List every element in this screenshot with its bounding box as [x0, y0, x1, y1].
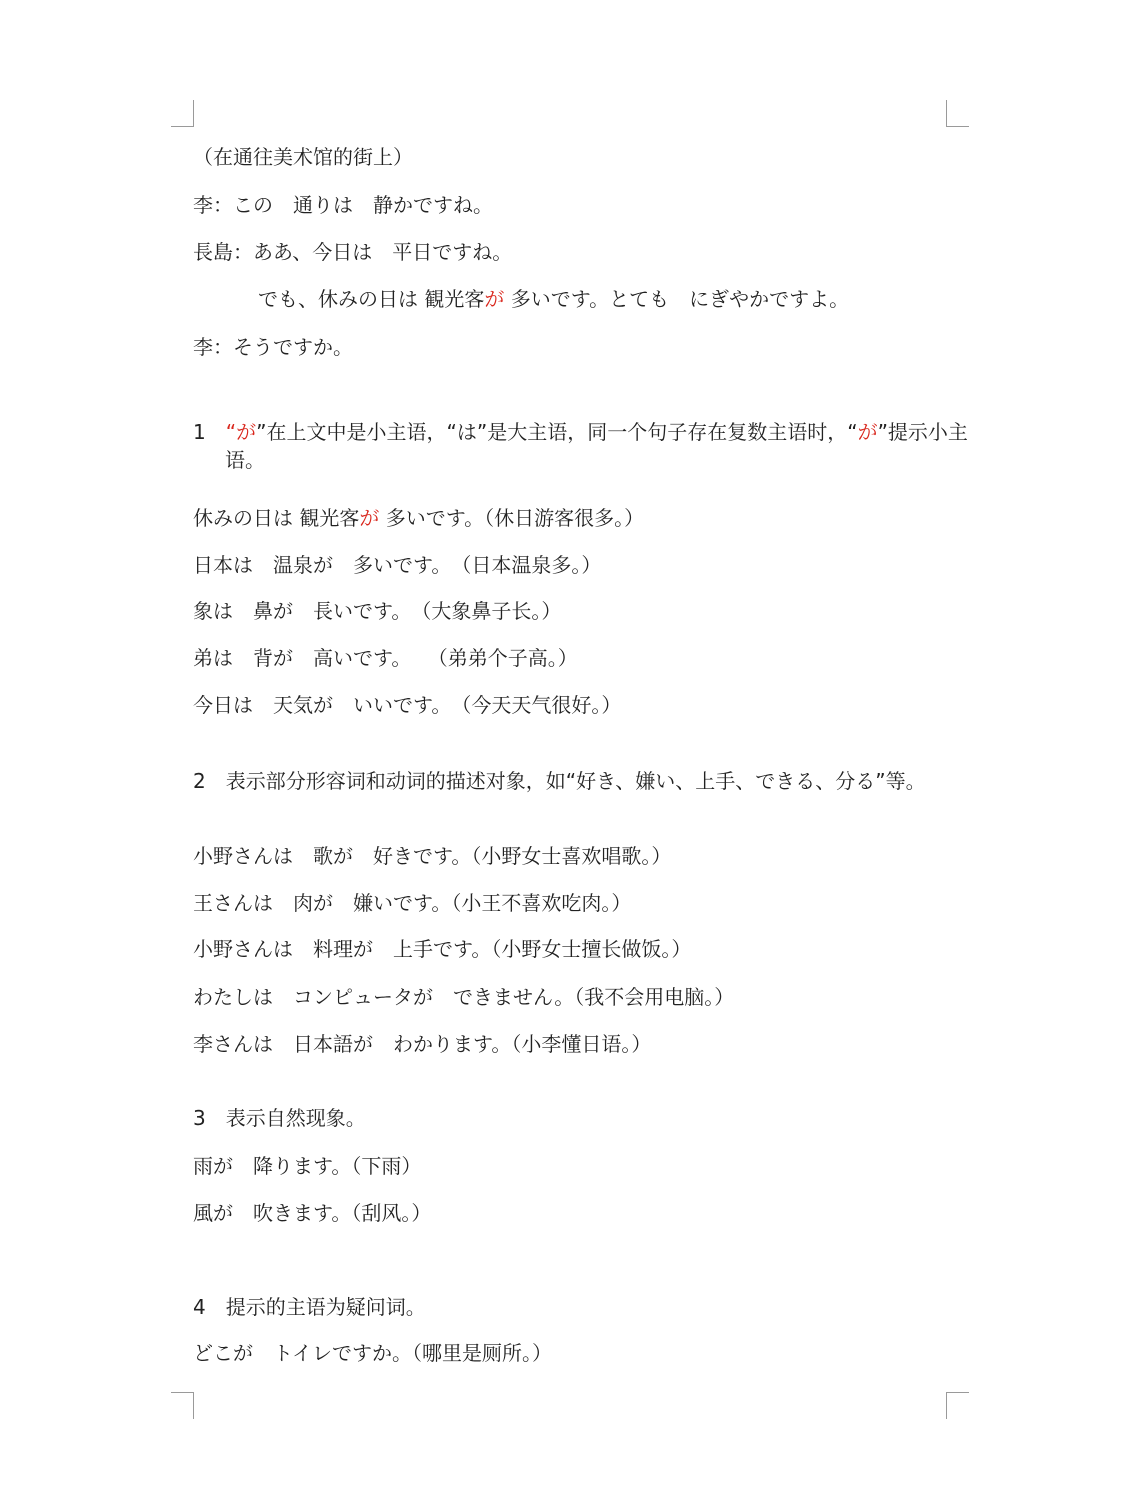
section-1-example-2: 日本は 温泉が 多いです。 （日本温泉多。）	[193, 553, 602, 577]
dialogue-line-1: 李：この 通りは 静かですね。	[193, 193, 493, 217]
dialogue-line-3	[258, 285, 849, 313]
section-1-heading	[193, 418, 977, 474]
section-1-number: 1	[193, 420, 206, 444]
crop-mark-bottom-left	[171, 1392, 194, 1419]
section-1-text: ”在上文中是小主语，“は”是大主语，同一个句子存在复数主语时，“	[256, 420, 858, 444]
section-2-example-4: わたしは コンピュータが できません。（我不会用电脑。）	[193, 985, 735, 1009]
dialogue-line-3-part-b: 多いです。とても にぎやかですよ。	[504, 287, 850, 311]
dialogue-line-2: 長島：ああ、今日は 平日ですね。	[193, 240, 513, 264]
crop-mark-top-right	[946, 100, 969, 127]
section-1-example-4: 弟は 背が 高いです。 （弟弟个子高。）	[193, 646, 578, 670]
example-1-part-a: 休みの日は 観光客	[193, 506, 360, 530]
section-2-example-1: 小野さんは 歌が 好きです。（小野女士喜欢唱歌。）	[193, 844, 672, 868]
crop-mark-top-left	[171, 100, 194, 127]
crop-mark-bottom-right	[946, 1392, 969, 1419]
section-2-example-3: 小野さんは 料理が 上手です。（小野女士擅长做饭。）	[193, 937, 692, 961]
section-1-example-5: 今日は 天気が いいです。 （今天天气很好。）	[193, 693, 622, 717]
section-3-example-2: 風が 吹きます。（刮风。）	[193, 1201, 432, 1225]
highlighted-ga: が	[236, 420, 257, 444]
highlighted-ga: が	[857, 420, 878, 444]
dialogue-line-4: 李：そうですか。	[193, 335, 353, 359]
highlighted-ga: が	[359, 506, 380, 530]
section-2-heading: 2 表示部分形容词和动词的描述对象，如“好き、嫌い、上手、できる、分る”等。	[193, 769, 926, 793]
section-2-example-5: 李さんは 日本語が わかります。（小李懂日语。）	[193, 1032, 652, 1056]
section-1-example-3: 象は 鼻が 長いです。 （大象鼻子长。）	[193, 599, 562, 623]
section-2-example-2: 王さんは 肉が 嫌いです。（小王不喜欢吃肉。）	[193, 891, 632, 915]
dialogue-line-3-part-a: でも、休みの日は 観光客	[258, 287, 485, 311]
section-1-example-1	[193, 504, 644, 532]
section-4-heading: 4 提示的主语为疑问词。	[193, 1295, 426, 1319]
quote-open-red: “	[225, 420, 237, 444]
section-4-example-1: どこが トイレですか。（哪里是厕所。）	[193, 1341, 552, 1365]
section-1-text-end: ”提示小主语。	[225, 420, 968, 472]
scene-note: （在通往美术馆的街上）	[193, 145, 413, 169]
section-3-example-1: 雨が 降ります。（下雨）	[193, 1154, 422, 1178]
section-3-heading: 3 表示自然现象。	[193, 1106, 366, 1130]
highlighted-ga: が	[484, 287, 505, 311]
example-1-part-b: 多いです。（休日游客很多。）	[379, 506, 645, 530]
